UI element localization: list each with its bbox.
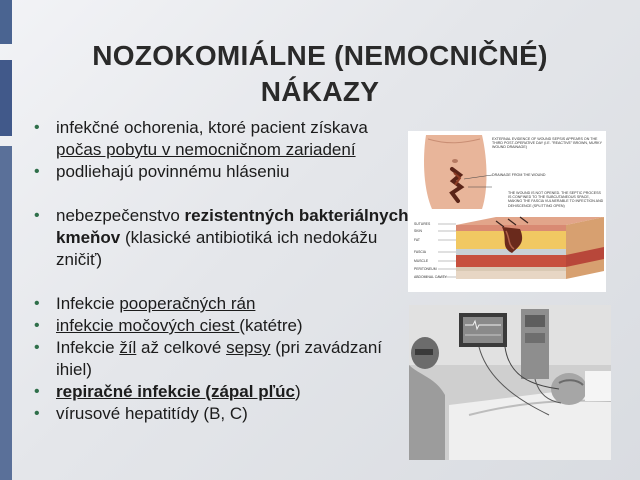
layer-label: SKIN (414, 229, 422, 233)
wound-illustration-svg (408, 131, 606, 292)
bullet-item: • infekčné ochorenia, ktoré pacient získava počas pobytu v nemocničnom zariadení (30, 117, 410, 161)
bullet-item: • Infekcie žíl až celkové sepsy (pri zavádzaní ihiel) (30, 337, 410, 381)
layer-label: MUSCLE (414, 259, 429, 263)
left-accent-bar (0, 146, 12, 480)
slide-title-line-2: NÁKAZY (260, 76, 380, 107)
slide-title-line-1: NOZOKOMIÁLNE (NEMOCNIČNÉ) (92, 40, 548, 71)
layer-label: FAT (414, 238, 420, 242)
bullet-item: • infekcie močových ciest (katétre) (30, 315, 410, 337)
left-accent-bar (0, 0, 12, 44)
bullet-list (30, 117, 410, 425)
bullet-item: • podliehajú povinnému hláseniu (30, 161, 410, 183)
left-accent-bar (0, 60, 12, 136)
wound-sepsis-illustration (408, 131, 606, 292)
bullet-item: • repiračné infekcie (zápal pľúc) (30, 381, 410, 403)
icu-patient-photo (409, 305, 611, 460)
wound-caption-drainage: DRAINAGE FROM THE WOUND (492, 173, 546, 177)
wound-caption-mid: THE WOUND IS NOT OPENED. THE SEPTIC PROCESS IS CONFINED TO THE SUBCUTANEOUS SPACE, MAKING THE FASCIA VULNERABLE TO INFECTION AND DEHISCENCE (SPLITTING OPEN) (508, 191, 604, 208)
bullet-item: • Infekcie pooperačných rán (30, 293, 410, 315)
wound-caption-top: EXTERNAL EVIDENCE OF WOUND SEPSIS APPEARS ON THE THIRD POST-OPERATIVE DAY (I.E. "REACTIVE" BROWN, MURKY WOUND DRAINAGE) (492, 137, 602, 150)
bullet-item: • vírusové hepatitídy (B, C) (30, 403, 410, 425)
layer-label: FASCIA (414, 250, 427, 254)
layer-label: ABDOMINAL CAVITY (414, 275, 447, 279)
slide-title (40, 38, 600, 110)
icu-photo-svg (409, 305, 611, 460)
bullet-item: • nebezpečenstvo rezistentných bakteriálnych kmeňov (klasické antibiotiká ich nedokážu zničiť) (30, 205, 410, 271)
layer-label: PERITONEUM (414, 267, 437, 271)
layer-label: SUTURES (414, 222, 431, 226)
